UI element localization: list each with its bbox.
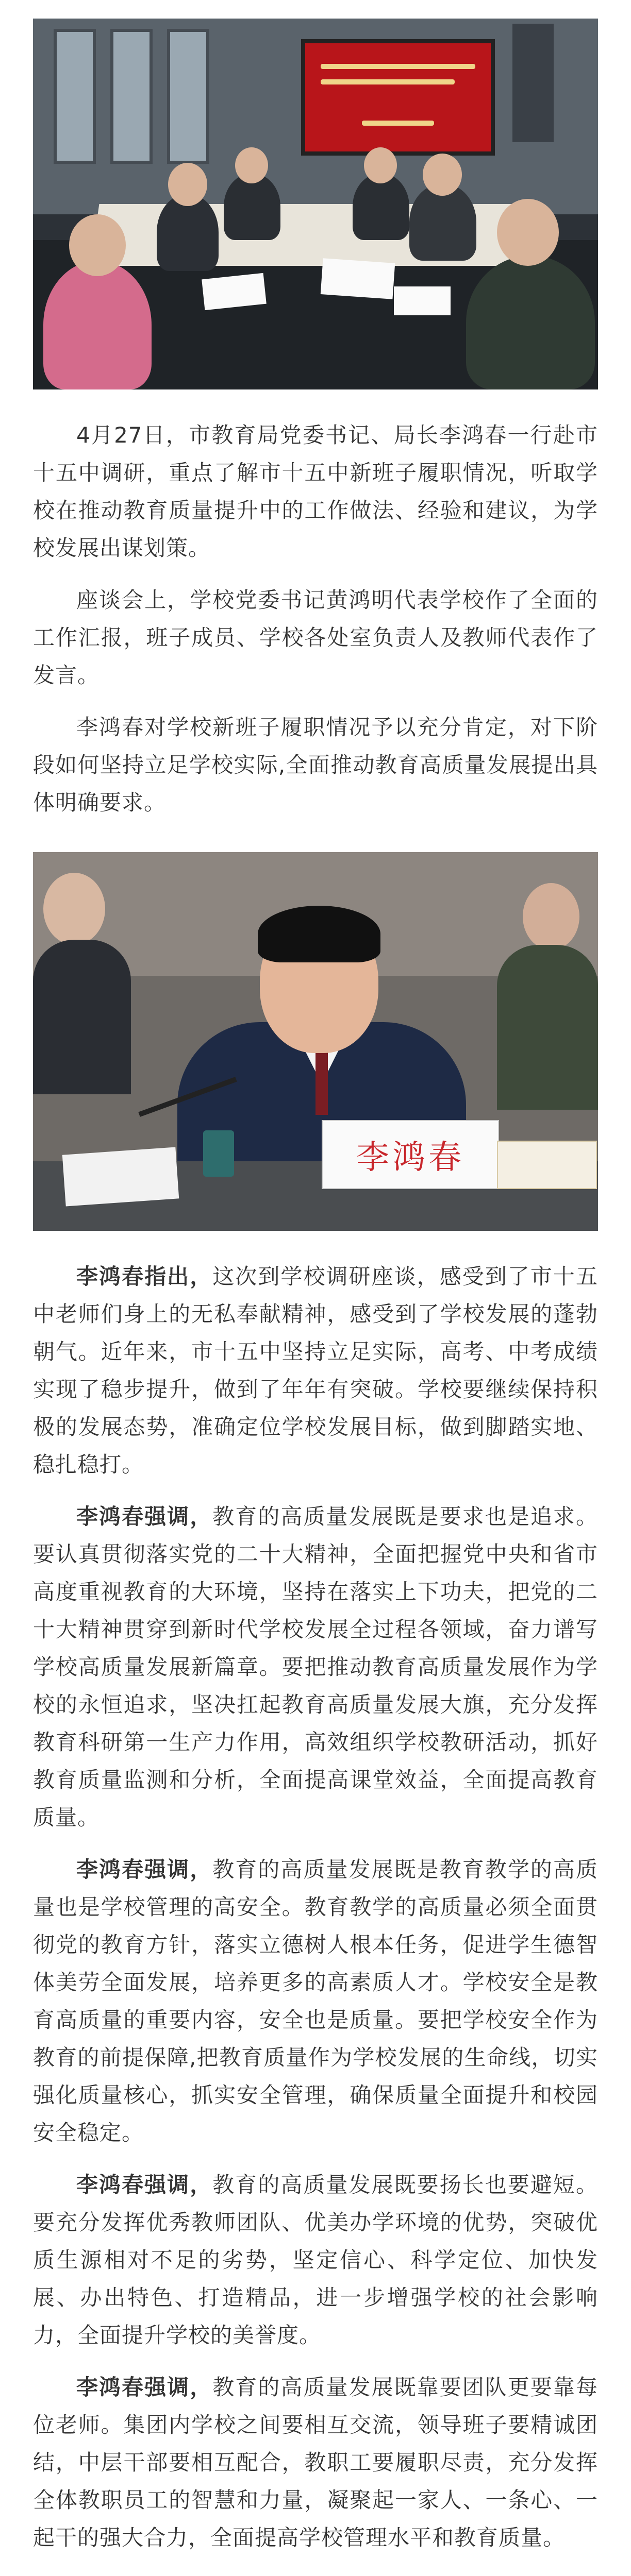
paragraph: 李鸿春对学校新班子履职情况予以充分肯定，对下阶段如何坚持立足学校实际,全面推动教育高质量发展提出具体明确要求。 [33,715,598,815]
nameplate [322,1120,499,1189]
paragraph: 座谈会上，学校党委书记黄鸿明代表学校作了全面的工作汇报，班子成员、学校各处室负责人及教师代表作了发言。 [33,587,598,688]
nameplate-text: 李鸿春 [356,1139,464,1177]
speaker-photo [33,852,598,1231]
paragraph: 李鸿春强调，教育的高质量发展既是教育教学的高质量也是学校管理的高安全。教育教学的高质量必须全面贯彻党的教育方针，落实立德树人根本任务，促进学生德智体美劳全面发展，培养更多的高素质人才。学校安全是教育高质量的重要内容，安全也是质量。要把学校安全作为教育的前提保障,把教育质量作为学校发展的生命线，切实强化质量核心，抓实安全管理，确保质量全面提升和校园安全稳定。 [33,1857,598,2145]
paragraph [33,2571,598,2576]
meeting-banner [301,39,495,156]
paragraph: 李鸿春强调，教育的高质量发展既靠要团队更要靠每位老师。集团内学校之间要相互交流，领导班子要精诚团结，中层干部要相互配合，教职工要履职尽责，充分发挥全体教职员工的智慧和力量，凝聚起一家人、一条心、一起干的强大合力，全面提高学校管理水平和教育质量。 [33,2375,598,2550]
paragraph: 李鸿春强调，教育的高质量发展既是要求也是追求。要认真贯彻落实党的二十大精神，全面把握党中央和省市高度重视教育的大环境，坚持在落实上下功夫，把党的二十大精神贯穿到新时代学校发展全过程各领域，奋力谱写学校高质量发展新篇章。要把推动教育高质量发展作为学校的永恒追求，坚决扛起教育高质量发展大旗，充分发挥教育科研第一生产力作用，高效组织学校教研活动，抓好教育质量监测和分析，全面提高课堂效益，全面提高教育质量。 [33,1504,598,1830]
paragraph: 李鸿春指出，这次到学校调研座谈，感受到了市十五中老师们身上的无私奉献精神，感受到了学校发展的蓬勃朝气。近年来，市十五中坚持立足实际，高考、中考成绩实现了稳步提升，做到了年年有突破。学校要继续保持积极的发展态势，准确定位学校发展目标，做到脚踏实地、稳扎稳打。 [33,1264,598,1477]
paragraph: 4月27日，市教育局党委书记、局长李鸿春一行赴市十五中调研，重点了解市十五中新班子履职情况，听取学校在推动教育质量提升中的工作做法、经验和建议，为学校发展出谋划策。 [33,422,598,561]
meeting-photo [33,19,598,389]
paragraph: 李鸿春强调，教育的高质量发展既要扬长也要避短。要充分发挥优秀教师团队、优美办学环境的优势，突破优质生源相对不足的劣势，坚定信心、科学定位、加快发展、办出特色、打造精品，进一步增强学校的社会影响力，全面提升学校的美誉度。 [33,2172,598,2348]
article-body [33,19,598,2576]
